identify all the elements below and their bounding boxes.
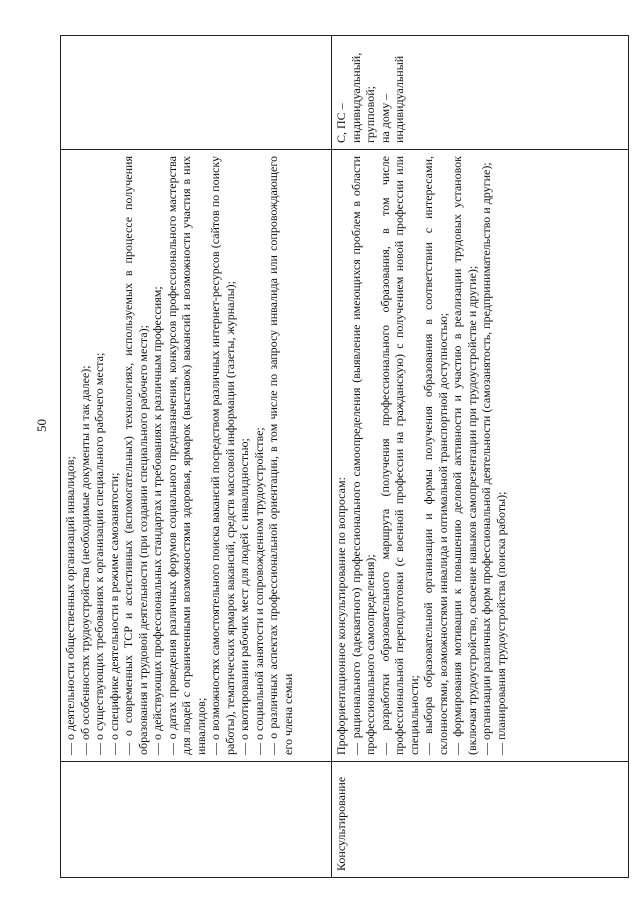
list-item: — о деятельности общественных организаций инвалидов;: [63, 456, 77, 755]
form-note-line: индивидуальный,: [348, 52, 363, 143]
service-content-cell: [332, 150, 629, 762]
scanned-page: [60, 36, 620, 878]
list-item: — об особенностях трудоустройства (необходимые документы и так далее);: [77, 365, 92, 755]
list-item: — о квотировании рабочих мест для людей с инвалидностью;: [237, 438, 251, 755]
list-item: — организации различных форм профессиональной деятельности (самозанятость, предпринимательство и другие);: [479, 162, 493, 755]
table-row: [332, 36, 629, 878]
rotated-page-content: [60, 36, 620, 878]
service-name-cell: [61, 762, 332, 878]
form-note-line: С, ПС –: [334, 103, 348, 143]
list-item: — о специфике деятельности в режиме самозанятости;: [106, 472, 121, 755]
service-form-cell: [332, 36, 629, 150]
list-item: — разработки образовательного маршрута (получения профессионального образования, в том числе профессиональной переподготовки (с военной профессии на гражданскую) с получением новой профессии или специальности;: [377, 156, 421, 755]
form-note-line: индивидуальный: [392, 55, 406, 143]
services-table: [60, 35, 629, 878]
service-content-cell: [61, 150, 332, 762]
list-item: — о действующих профессиональных стандартах и требованиях к различным профессиям;: [150, 286, 164, 755]
service-name-cell: Консультирование: [332, 762, 629, 878]
form-note-line: на дому –: [377, 93, 392, 143]
list-item: — о существующих требованиях к организации специального рабочего места;: [92, 352, 106, 755]
service-form-cell: [61, 36, 332, 150]
list-item: — выбора образовательной организации и формы получения образования в соответствии с интересами, склонностями, возможностями инвалида и оптимальной транспортной доступностью;: [421, 156, 450, 755]
list-item: — о современных ТСР и ассистивных (вспомогательных) технологиях, используемых в процессе получения образования и трудовой деятельности (при создании специального рабочего места);: [121, 156, 150, 755]
section-intro: Профориентационное консультирование по вопросам:: [334, 477, 348, 755]
list-item: — рационального (адекватного) профессионального самоопределения (выявление имеющихся проблем в области профессионального самоопределения);: [348, 156, 377, 755]
list-item: — планирования трудоустройства (поиска работы);: [493, 491, 508, 755]
page-number: 50: [34, 419, 49, 432]
list-item: — о датах проведения различных форумов социального предназначения, конкурсов профессионального мастерства для людей с ограниченными возможностями здоровья, ярмарок (выставок) вакансий и возможности участия в них инвалидов;: [164, 156, 208, 755]
list-item: — формирования мотивации к повышению деловой активности и участию в реализации трудовых установок (включая трудоустройство, освоение навыков самопрезентации при трудоустройстве и другие);: [450, 156, 479, 755]
form-note-line: групповой;: [363, 86, 377, 143]
list-item: — о различных аспектах профессиональной ориентации, в том числе по запросу инвалида или сопровождающего его члена семьи: [266, 156, 295, 755]
list-item: — о социальной занятости и сопровожденном трудоустройстве;: [251, 427, 266, 755]
table-row: [61, 36, 332, 878]
list-item: — о возможностях самостоятельного поиска вакансий посредством различных интернет-ресурсов (сайтов по поиску работы), тематических ярмарок вакансий, средств массовой информации (газеты, журналы);: [208, 156, 237, 755]
